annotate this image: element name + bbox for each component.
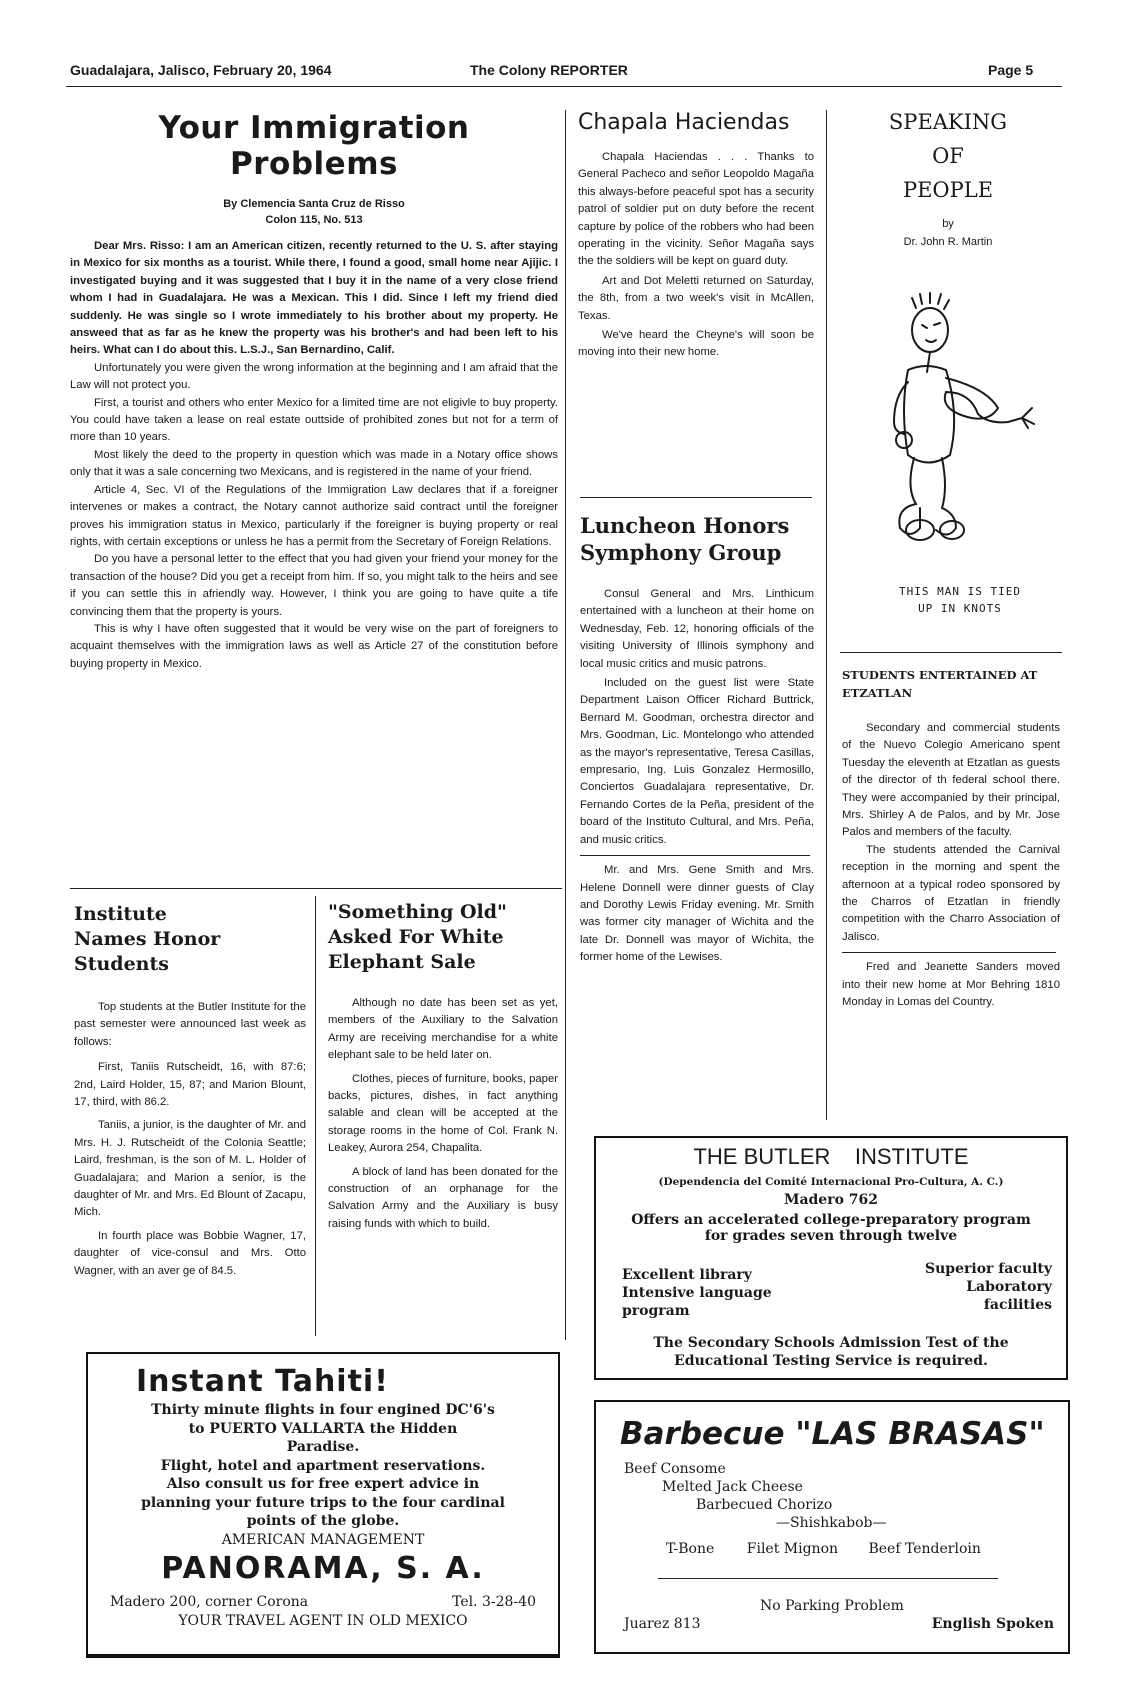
luncheon-article (580, 512, 814, 967)
speaking-title-1: SPEAKING (888, 110, 1008, 134)
immigration-p5: Do you have a personal letter to the effect that you had given your friend your money for the transaction of the house? Did you get a receipt from him. If so, you might talk to the heirs and see if you can settle this in afriendly way. However, I think you are going to have quite a tife convincing them that the property is yours. (70, 553, 558, 618)
butler-address: Madero 762 (783, 1192, 879, 1208)
tahiti-line-5: Also consult us for free expert advice in (166, 1476, 480, 1492)
knotted-man-cartoon (860, 290, 1050, 560)
tahiti-title: Instant Tahiti! (136, 1364, 389, 1399)
institute-p1: Top students at the Butler Institute for the past semester were announced last week as follows: (74, 1001, 306, 1048)
column-rule-1 (565, 110, 566, 1340)
chapala-p2: Art and Dot Meletti returned on Saturday, the 8th, from a two week's visit in McAllen, Texas. (578, 274, 814, 322)
panorama-tel: Tel. 3-28-40 (452, 1594, 536, 1610)
chapala-article (578, 110, 814, 362)
butler-foot-1: The Secondary Schools Admission Test of the (653, 1335, 1009, 1351)
brasas-menu-tenderloin: Beef Tenderloin (868, 1541, 981, 1557)
page-header-paper: The Colony REPORTER (470, 62, 628, 78)
header-rule (66, 86, 1062, 87)
butler-right-1: Superior faculty (925, 1261, 1052, 1277)
brasas-title: Barbecue "LAS BRASAS" (620, 1416, 1045, 1452)
luncheon-p1: Consul General and Mrs. Linthicum entertained with a luncheon at their home on Wednesday, Feb. 12, honoring officials of the visiting University of Illinois symphony and local music critics and music patrons. (580, 588, 814, 670)
cartoon-caption-1: THIS MAN IS TIED (899, 585, 1021, 598)
brasas-menu (596, 1460, 1068, 1558)
butler-title-2: INSTITUTE (854, 1144, 969, 1169)
immigration-p4: Article 4, Sec. VI of the Regulations of the Immigration Law declares that if a foreigner intervenes or makes a contract, the Notary cannot authorize said contract until the foreigner proves his immigration status in Mexico, particularly if the foreigner is buying property or real rights, with certain exceptions or unless he has a permit from the Secretary of Foreign Relations. (70, 483, 558, 548)
institute-p2: First, Taniis Rutscheidt, 16, with 87:6; 2nd, Laird Holder, 15, 87; and Marion Blount, 17, third, with 86.2. (74, 1061, 306, 1109)
brasas-english: English Spoken (931, 1616, 1054, 1632)
immigration-bottom-rule (70, 888, 562, 889)
brasas-menu-1: Beef Consome (624, 1461, 726, 1477)
brasas-menu-tbone: T-Bone (666, 1541, 715, 1557)
butler-right-3: facilities (983, 1297, 1052, 1313)
cartoon-legs (899, 458, 956, 535)
column-rule-3 (826, 110, 827, 1120)
luncheon-title: Luncheon Honors Symphony Group (580, 513, 790, 565)
cartoon-knotted-arm (945, 378, 1034, 428)
brasas-rule (658, 1578, 998, 1579)
elephant-p3: A block of land has been donated for the construction of an orphanage for the Salvation Army and the Auxiliary is busy raising funds with which to build. (328, 1165, 558, 1230)
butler-right-2: Laboratory (966, 1279, 1052, 1295)
immigration-article (70, 110, 558, 673)
speaking-author: Dr. John R. Martin (903, 236, 993, 248)
panorama-travel-ad (86, 1352, 560, 1658)
chapala-p1: Chapala Haciendas . . . Thanks to General Pacheco and señor Leopoldo Magaña this always-before peaceful spot has a security patrol of soldier put on duty before the recent capture by police of the robbers who had been operating in the vicinity. Señor Magaña says the the soldiers will be kept on guard duty. (578, 151, 814, 268)
tahiti-line-2: to PUERTO VALLARTA the Hidden (188, 1420, 458, 1437)
butler-offer-1: Offers an accelerated college-preparatory program (631, 1212, 1031, 1228)
luncheon-p2: Included on the guest list were State Department Laison Officer Richard Buttrick, Bernard M. Goodman, orchestra director and Mrs. Goodman, Lic. Montelongo who attended as the mayor's representative, Teresa Casillas, empresario, Ing. Luis Gonzalez Hermosillo, Conciertos Guadalajara representative, Dr. Fernando Cortes de la Peña, president of the board of the Instituto Cultural, and Mrs. Peña, and music critics. (580, 677, 814, 846)
butler-left-2: Intensive language (622, 1285, 772, 1301)
butler-foot-2: Educational Testing Service is required. (674, 1353, 988, 1369)
butler-features-left (622, 1266, 772, 1320)
immigration-byline: By Clemencia Santa Cruz de Risso (223, 198, 405, 210)
etzatlan-p3: Fred and Jeanette Sanders moved into their new home at Mor Behring 1810 Monday in Lomas del Country. (842, 961, 1060, 1009)
luncheon-inner-rule (580, 855, 810, 856)
butler-left-1: Excellent library (622, 1267, 752, 1283)
tahiti-line-1: Thirty minute flights in four engined DC'6's (151, 1402, 495, 1418)
speaking-bottom-rule (840, 652, 1062, 653)
brasas-address: Juarez 813 (624, 1616, 701, 1632)
etzatlan-article (842, 666, 1060, 1012)
etzatlan-p1: Secondary and commercial students of the Nuevo Colegio Americano spent Tuesday the eleventh at Etzatlan as guests of the director of th federal school there. They were accompanied by their principal, Mrs. Shirley A de Palos, and by Mr. Jose Palos and members of the faculty. (842, 722, 1060, 839)
brasas-parking: No Parking Problem (760, 1598, 904, 1614)
las-brasas-ad (594, 1400, 1070, 1654)
panorama-address: Madero 200, corner Corona (110, 1594, 309, 1610)
immigration-letter: Dear Mrs. Risso: I am an American citizen, recently returned to the U. S. after staying in Mexico for six months as a tourist. While there, I found a good, small home near Ajijic. I investigated buying and it was suggested that I buy it in the name of a very close friend whom I had in Guadalajara. He was a Mexican. This I did. Since I left my friend died suddenly. He was single so I wrote immediately to his brother about my property. He answeed that as far as he knew the property was his brother's and had been left to his heirs. What can I do about this. L.S.J., San Bernardino, Calif. (70, 240, 558, 357)
institute-article (74, 902, 306, 1280)
immigration-p2: First, a tourist and others who enter Mexico for a limited time are not eligivle to buy property. You could have taken a lease on real estate outtside of prohibited zones but not for a term of more than 10 years. (70, 396, 558, 444)
butler-institute-ad (594, 1136, 1068, 1380)
butler-offer-2: for grades seven through twelve (704, 1228, 958, 1244)
butler-sub: (Dependencia del Comité Internacional Pro-Cultura, A. C.) (658, 1176, 1004, 1188)
luncheon-p3: Mr. and Mrs. Gene Smith and Mrs. Helene Donnell were dinner guests of Clay and Dorothy Lewis Friday evening. Mr. Smith was former city manager of Wichita and the late Dr. Donnell was mayor of Wichita, the former home of the Lewises. (580, 864, 814, 964)
butler-features-right (925, 1260, 1052, 1314)
immigration-p1: Unfortunately you were given the wrong information at the beginning and I am afraid that the Law will not protect you. (70, 361, 558, 392)
cartoon-caption (860, 585, 1060, 615)
institute-title: Institute Names Honor Students (74, 903, 221, 975)
page-header-page: Page 5 (988, 62, 1034, 78)
speaking-by: by (942, 218, 954, 230)
brasas-menu-2: Melted Jack Cheese (662, 1479, 803, 1495)
etzatlan-p2: The students attended the Carnival reception in the morning and spent the afternoon at a typical rodeo sponsored by the Charros of Etzatlan in friendly competition with the Charro Association of Jalisco. (842, 843, 1060, 943)
tahiti-body (88, 1401, 558, 1549)
cartoon-caption-2: UP IN KNOTS (918, 602, 1002, 615)
speaking-title-3: PEOPLE (902, 178, 994, 202)
speaking-column-head (838, 110, 1058, 248)
elephant-p1: Although no date has been set as yet, members of the Auxiliary to the Salvation Army are receiving merchandise for a white elephant sale to be held later on. (328, 997, 558, 1062)
elephant-title: "Something Old" Asked For White Elephant Sale (328, 901, 507, 973)
chapala-title: Chapala Haciendas (578, 110, 790, 135)
chapala-bottom-rule (580, 497, 812, 498)
tahiti-line-6: planning your future trips to the four cardinal (141, 1494, 505, 1511)
butler-left-3: program (622, 1303, 690, 1319)
institute-p3: Taniis, a junior, is the daughter of Mr. and Mrs. H. J. Rutscheidt of the Colonia Seattle; Laird, freshman, is the son of M. L. Holder of Guadalajara; and Marion a senior, is the daughter of Mr. and Mrs. Ed Blount of Zacapu, Mich. (74, 1119, 306, 1219)
institute-p4: In fourth place was Bobbie Wagner, 17, daughter of vice-consul and Mrs. Otto Wagner, with an aver ge of 84.5. (74, 1229, 306, 1277)
tahiti-line-3: Paradise. (286, 1439, 360, 1455)
etzatlan-title: STUDENTS ENTERTAINED AT ETZATLAN (842, 668, 1038, 700)
page-header-dateline: Guadalajara, Jalisco, February 20, 1964 (70, 62, 332, 78)
panorama-brand: PANORAMA, S. A. (161, 1551, 485, 1586)
butler-footer (596, 1334, 1066, 1370)
elephant-article (328, 900, 558, 1233)
immigration-p6: This is why I have often suggested that it would be very wise on the part of foreigners to acquaint themselves with the immigration laws as well as Article 27 of the constitution before buying property in Mexico. (70, 622, 558, 670)
butler-title (596, 1144, 1066, 1170)
brasas-menu-filet: Filet Mignon (746, 1541, 839, 1557)
brasas-menu-4: —Shishkabob— (776, 1515, 887, 1531)
chapala-p3: We've heard the Cheyne's will soon be moving into their new home. (578, 329, 814, 359)
cartoon-head (912, 308, 948, 352)
tahiti-line-4: Flight, hotel and apartment reservations. (160, 1457, 486, 1474)
speaking-title-2: OF (932, 144, 964, 168)
panorama-tagline: YOUR TRAVEL AGENT IN OLD MEXICO (178, 1613, 468, 1629)
cartoon-body (904, 366, 954, 463)
butler-title-1: THE BUTLER (693, 1144, 831, 1169)
immigration-p3: Most likely the deed to the property in question which was made in a Notary office shows only that it was a sale concerning two Mexicans, and is registered in the name of your friend. (70, 448, 558, 479)
column-rule-2 (315, 896, 316, 1336)
etzatlan-inner-rule (842, 952, 1056, 953)
tahiti-line-7: points of the globe. (246, 1513, 400, 1529)
elephant-p2: Clothes, pieces of furniture, books, paper backs, pictures, dishes, in fact anything salable and clean will be accepted at the storage rooms in the home of Col. Frank N. Leakey, Aurora 254, Chapalita. (328, 1072, 558, 1155)
brasas-menu-3: Barbecued Chorizo (696, 1497, 833, 1513)
immigration-title: Your Immigration Problems (158, 110, 470, 182)
immigration-address: Colon 115, No. 513 (265, 214, 363, 226)
tahiti-line-8: AMERICAN MANAGEMENT (221, 1531, 425, 1548)
